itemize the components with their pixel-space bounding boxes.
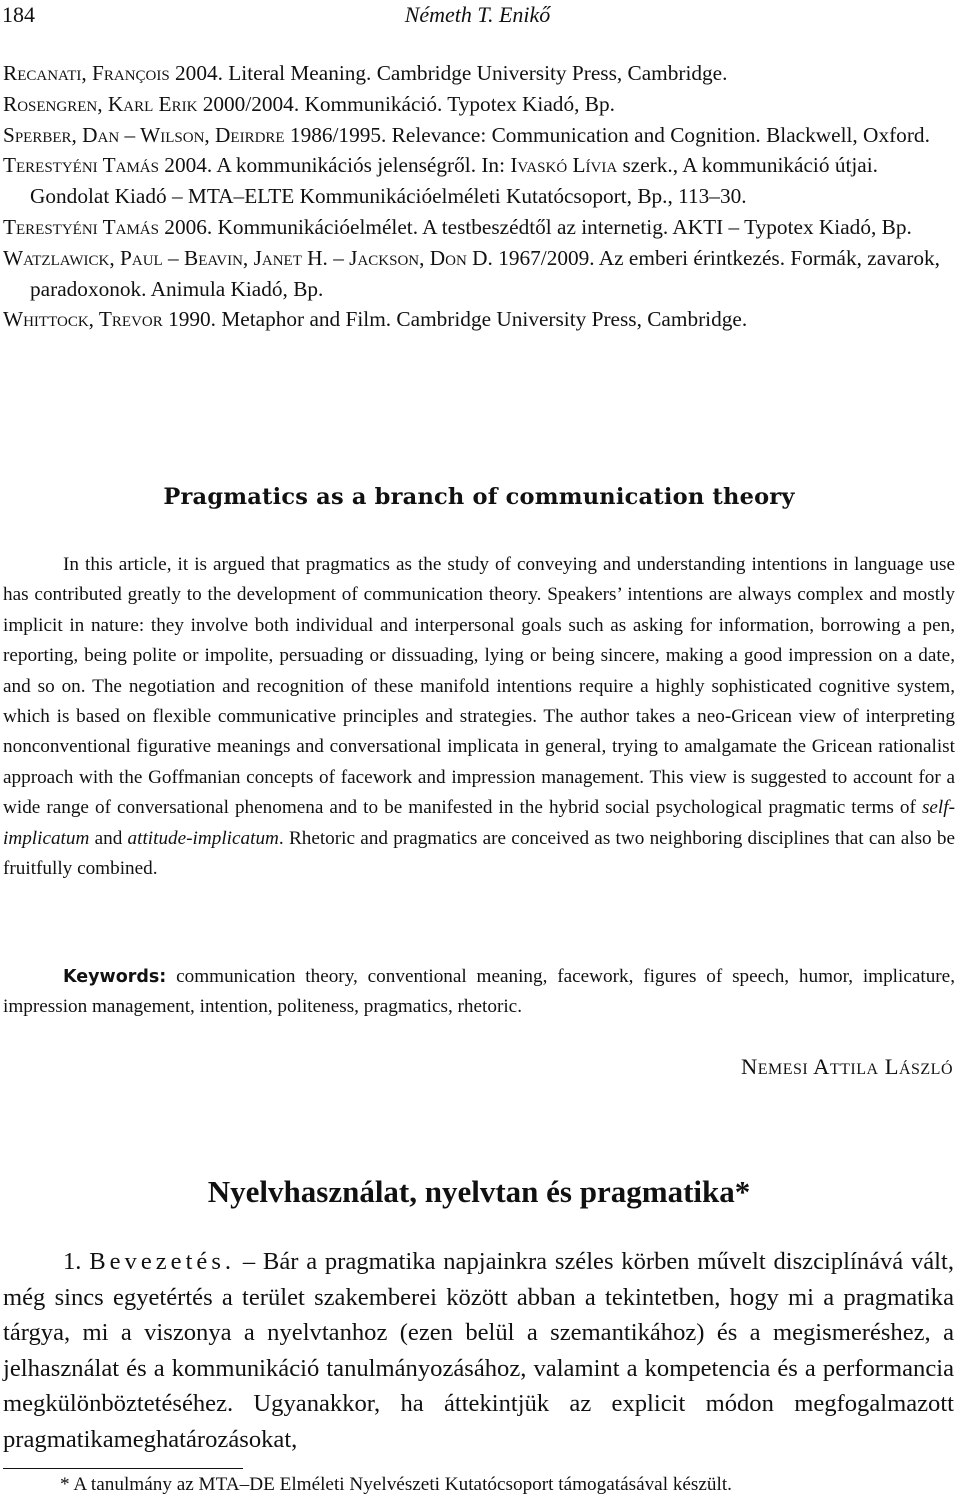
- keywords-paragraph: [3, 962, 955, 1023]
- author-signature: Nemesi Attila László: [740, 1054, 953, 1079]
- abstract-text: . Rhetoric and pragmatics are conceived as two neighboring disciplines that can also be fruitfully combined.: [3, 827, 955, 880]
- reference-author: Sperber, Dan – Wilson, Deirdre: [3, 122, 285, 147]
- footnote: * A tanulmány az MTA–DE Elméleti Nyelvészeti Kutatócsoport támogatásával készült.: [60, 1474, 732, 1495]
- footnote-rule: [3, 1468, 243, 1469]
- section-heading: Bevezetés.: [89, 1248, 236, 1275]
- running-head: Németh T. Enikő: [404, 2, 551, 27]
- reference-item: [3, 120, 955, 151]
- reference-item: [3, 243, 955, 305]
- reference-details: 1990. Metaphor and Film. Cambridge University Press, Cambridge.: [162, 307, 748, 332]
- reference-editor: Ivaskó Lívia: [510, 153, 618, 178]
- body-text: – Bár a pragmatika napjainkra széles körben művelt diszciplínává vált, még sincs egyetértés a terület szakemberei között abban a tekintetben, hogy mi a pragmatika tárgya, mi a viszonya a nyelvtanhoz (ezen belül a szemantikához) és a megismeréshez, a jelhasználat és a kommunikáció tanulmányozásához, valamint a kompetencia és a performancia megkülönböztetéséhez. Ugyanakkor, ha áttekintjük az explicit módon megfogalmazott pragmatikameghatározásokat,: [3, 1248, 954, 1453]
- reference-author: Recanati, François: [3, 61, 170, 85]
- page-header: [0, 2, 955, 34]
- reference-list: [3, 58, 955, 335]
- section-number: 1.: [63, 1248, 82, 1275]
- hungarian-title: [0, 1174, 958, 1210]
- abstract-text: and: [89, 827, 128, 849]
- english-title: Pragmatics as a branch of communication theory: [163, 484, 795, 510]
- keywords-label: Keywords:: [63, 967, 167, 987]
- abstract-text: In this article, it is argued that pragmatics as the study of conveying and understanding intentions in language use has contributed greatly to the development of communication theory. Speakers’ intentions are always complex and mostly implicit in nature: they involve both individual and interpersonal goals such as asking for information, borrowing a pen, reporting, being polite or impolite, persuading or dissuading, lying or being sincere, making a good impression on a date, and so on. The negotiation and recognition of these manifold intentions require a highly sophisticated cognitive system, which is based on flexible communicative principles and strategies. The author takes a neo-Gricean view of interpreting nonconventional figurative meanings and conversational implicata in general, trying to amalgamate the Gricean rationalist approach with the Goffmanian concepts of facework and impression management. This view is suggested to account for a wide range of conversational phenomena and to be manifested in the hybrid social psychological pragmatic terms of: [3, 554, 955, 819]
- keywords-text: communication theory, conventional meaning, facework, figures of speech, humor, implicature, impression management, intention, politeness, pragmatics, rhetoric.: [3, 966, 955, 1018]
- reference-details: 1967/2009. Az emberi érintkezés. Formák, zavarok, paradoxonok. Animula Kiadó, Bp.: [30, 245, 940, 301]
- page-number: 184: [2, 2, 35, 27]
- hungarian-title-text: Nyelvhasználat, nyelvtan és pragmatika*: [207, 1174, 751, 1209]
- reference-details: 2006. Kommunikációelmélet. A testbeszédtől az internetig. AKTI – Typotex Kiadó, Bp.: [158, 214, 912, 239]
- reference-item: [3, 89, 955, 120]
- reference-author: Terestyéni Tamás: [3, 214, 159, 239]
- abstract-paragraph: [3, 550, 955, 884]
- reference-item: [3, 304, 955, 335]
- reference-details: 2004. A kommunikációs jelenségről. In:: [158, 153, 511, 178]
- body-paragraph: [3, 1244, 954, 1457]
- reference-details: 2004. Literal Meaning. Cambridge University Press, Cambridge.: [169, 61, 728, 85]
- reference-author: Terestyéni Tamás: [3, 153, 159, 178]
- reference-author: Watzlawick, Paul – Beavin, Janet H. – Jackson, Don D.: [3, 245, 493, 270]
- reference-author: Whittock, Trevor: [3, 307, 163, 332]
- reference-details: 2000/2004. Kommunikáció. Typotex Kiadó, Bp.: [197, 91, 615, 116]
- abstract-term: attitude-implicatum: [127, 827, 279, 849]
- reference-item: [3, 150, 955, 212]
- reference-item: [3, 212, 955, 243]
- abstract-term: self-implicatum: [3, 797, 955, 849]
- reference-item: [3, 58, 955, 89]
- reference-author: Rosengren, Karl Erik: [3, 91, 198, 116]
- reference-details: 1986/1995. Relevance: Communication and Cognition. Blackwell, Oxford.: [284, 122, 930, 147]
- reference-details: szerk., A kommunikáció útjai. Gondolat Kiadó – MTA–ELTE Kommunikációelméleti Kutatócsoport, Bp., 113–30.: [30, 153, 879, 209]
